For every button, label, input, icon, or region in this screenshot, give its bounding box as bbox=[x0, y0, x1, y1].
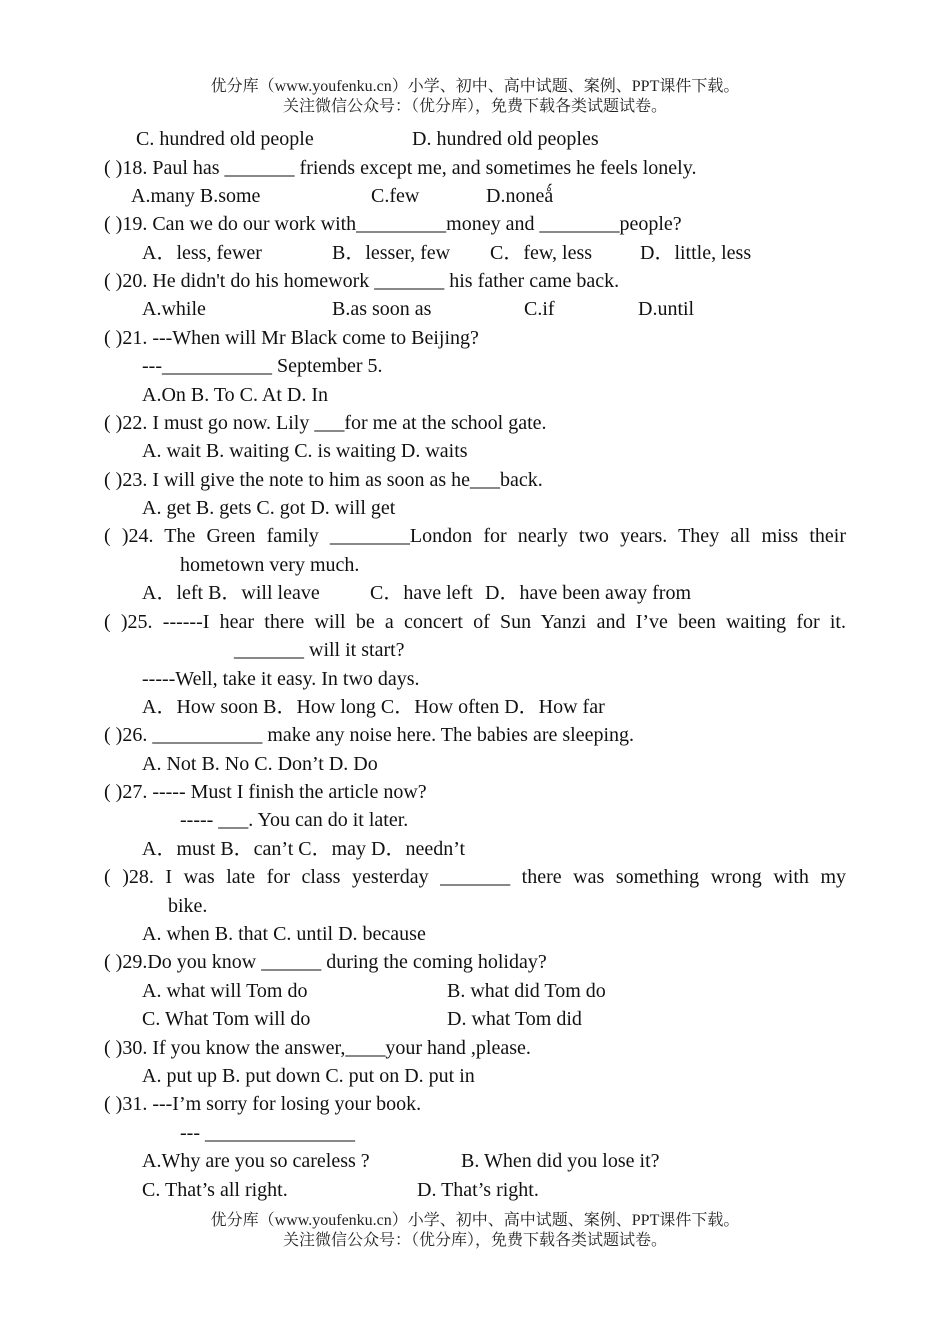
q29-stem: ( )29.Do you know ______ during the coming holiday? bbox=[104, 951, 547, 973]
q31-option-b: B. When did you lose it? bbox=[461, 1150, 660, 1172]
q19-option-d: D．little, less bbox=[640, 242, 752, 264]
q19-option-b: B．lesser, few bbox=[332, 242, 451, 264]
q18-option-c: C.few bbox=[371, 185, 420, 207]
q27-options: A．must B．can’t C．may D．needn’t bbox=[142, 838, 466, 860]
q24-stem: ( )24. The Green family ________London for nearly two years. They all miss their bbox=[104, 525, 846, 547]
q25-reply: -----Well, take it easy. In two days. bbox=[142, 668, 420, 690]
footer-line-1: 优分库（www.youfenku.cn）小学、初中、高中试题、案例、PPT课件下载。 bbox=[210, 1212, 740, 1229]
q20-option-d: D.until bbox=[638, 298, 695, 320]
q28-stem: ( )28. I was late for class yesterday _______ there was something wrong with my bbox=[104, 866, 846, 888]
q18-option-d: D.noneǻ bbox=[486, 185, 554, 207]
q18-option-ab: A.many B.some bbox=[131, 185, 261, 207]
q29-option-b: B. what did Tom do bbox=[447, 980, 606, 1002]
q22-stem: ( )22. I must go now. Lily ___for me at the school gate. bbox=[104, 412, 547, 434]
q28-stem-continued: bike. bbox=[168, 895, 208, 917]
q17-option-d: D. hundred old peoples bbox=[412, 128, 599, 150]
q31-stem: ( )31. ---I’m sorry for losing your book. bbox=[104, 1093, 422, 1115]
q30-stem: ( )30. If you know the answer,____your hand ,please. bbox=[104, 1037, 531, 1059]
q21-options: A.On B. To C. At D. In bbox=[142, 384, 329, 406]
q27-stem: ( )27. ----- Must I finish the article now? bbox=[104, 781, 427, 803]
q21-stem: ( )21. ---When will Mr Black come to Beijing? bbox=[104, 327, 479, 349]
q23-options: A. get B. gets C. got D. will get bbox=[142, 497, 396, 519]
q22-options: A. wait B. waiting C. is waiting D. waits bbox=[142, 440, 468, 462]
q20-stem: ( )20. He didn't do his homework _______ his father came back. bbox=[104, 270, 620, 292]
q19-option-c: C．few, less bbox=[490, 242, 593, 264]
q24-option-c: C．have left bbox=[370, 582, 473, 604]
q19-stem: ( )19. Can we do our work with_________money and ________people? bbox=[104, 213, 682, 235]
q31-option-a: A.Why are you so careless ? bbox=[142, 1150, 370, 1172]
q27-reply: ----- ___. You can do it later. bbox=[180, 809, 409, 831]
q31-reply: --- _______________ bbox=[180, 1122, 355, 1144]
q25-stem: ( )25. ------I hear there will be a concert of Sun Yanzi and I’ve been waiting for it. bbox=[104, 611, 846, 633]
q30-options: A. put up B. put down C. put on D. put in bbox=[142, 1065, 475, 1087]
q24-option-ab: A．left B．will leave bbox=[142, 582, 320, 604]
header-line-2: 关注微信公众号：（优分库），免费下载各类试题试卷。 bbox=[282, 98, 667, 115]
q29-option-a: A. what will Tom do bbox=[142, 980, 308, 1002]
q24-stem-continued: hometown very much. bbox=[180, 554, 360, 576]
q23-stem: ( )23. I will give the note to him as soon as he___back. bbox=[104, 469, 543, 491]
q25-stem-continued: _______ will it start? bbox=[234, 639, 405, 661]
header-line-1: 优分库（www.youfenku.cn）小学、初中、高中试题、案例、PPT课件下载。 bbox=[210, 78, 740, 95]
q21-answer-line: ---___________ September 5. bbox=[142, 355, 383, 377]
q31-option-d: D. That’s right. bbox=[417, 1179, 539, 1201]
q26-stem: ( )26. ___________ make any noise here. The babies are sleeping. bbox=[104, 724, 635, 746]
q19-option-a: A．less, fewer bbox=[142, 242, 262, 264]
q20-option-c: C.if bbox=[524, 298, 555, 320]
footer-line-2: 关注微信公众号：（优分库），免费下载各类试题试卷。 bbox=[282, 1232, 667, 1249]
q20-option-b: B.as soon as bbox=[332, 298, 432, 320]
q28-options: A. when B. that C. until D. because bbox=[142, 923, 426, 945]
q17-option-c: C. hundred old people bbox=[136, 128, 314, 150]
q24-option-d: D．have been away from bbox=[485, 582, 692, 604]
q20-option-a: A.while bbox=[142, 298, 206, 320]
q29-option-c: C. What Tom will do bbox=[142, 1008, 311, 1030]
q26-options: A. Not B. No C. Don’t D. Do bbox=[142, 753, 378, 775]
q31-option-c: C. That’s all right. bbox=[142, 1179, 288, 1201]
q29-option-d: D. what Tom did bbox=[447, 1008, 582, 1030]
q18-stem: ( )18. Paul has _______ friends except me, and sometimes he feels lonely. bbox=[104, 157, 697, 179]
q25-options: A．How soon B．How long C．How often D．How far bbox=[142, 696, 605, 718]
